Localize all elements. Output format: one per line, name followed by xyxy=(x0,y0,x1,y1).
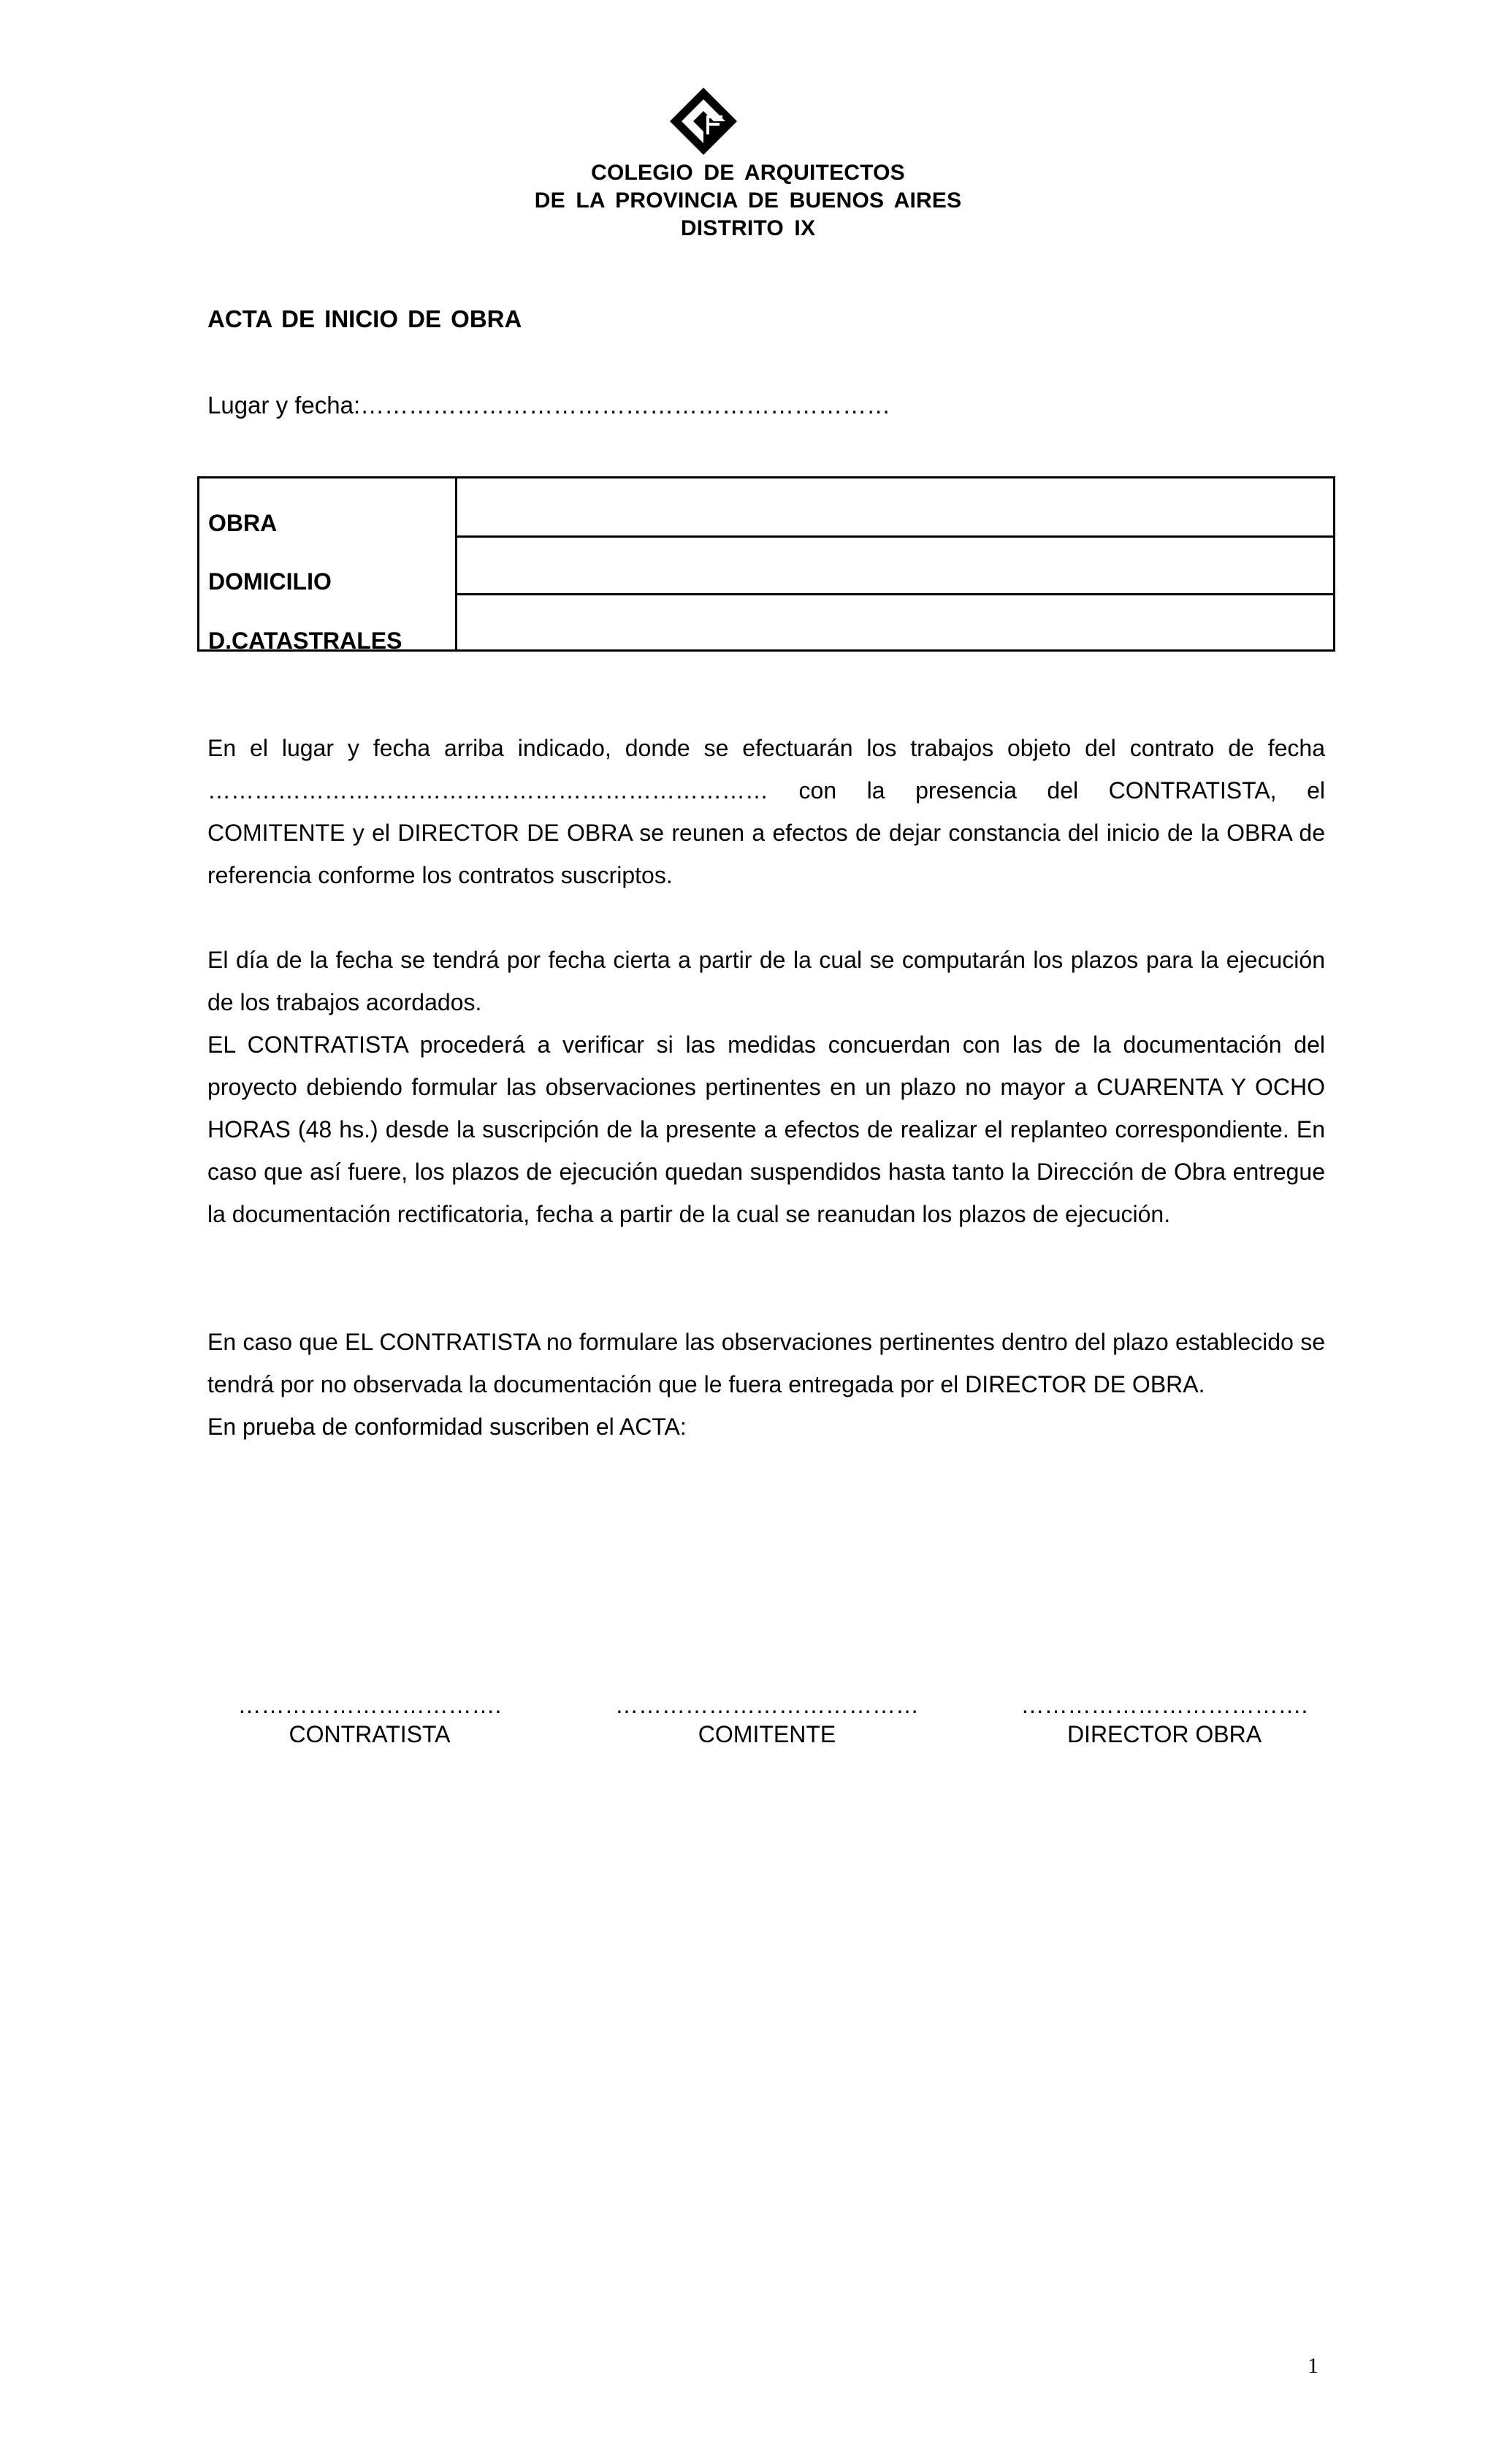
architects-college-logo-icon xyxy=(668,86,739,156)
signature-role: CONTRATISTA xyxy=(289,1721,451,1747)
paragraph-contractor-clause: EL CONTRATISTA procederá a verificar si las medidas concuerdan con las de la documentación del proyecto debiendo formular las observaciones pertinentes en un plazo no mayor a CUARENTA Y OCHO HORAS (48 hs.) desde la suscripción de la presente a efectos de realizar el replanteo correspondiente. En caso que así fuere, los plazos de ejecución quedan suspendidos hasta tanto la Dirección de Obra entregue la documentación rectificatoria, fecha a partir de la cual se reanudan los plazos de ejecución. xyxy=(207,1031,1325,1227)
document-title: ACTA DE INICIO DE OBRA xyxy=(207,305,522,332)
paragraph-closing xyxy=(207,1321,1325,1448)
place-date-label: Lugar y fecha: xyxy=(207,392,361,419)
signature-contratista xyxy=(231,1692,508,1749)
header-line-3: DISTRITO IX xyxy=(680,216,816,240)
paragraph-conformity: En prueba de conformidad suscriben el ACTA: xyxy=(207,1414,687,1440)
paragraph-terms xyxy=(207,939,1325,1235)
obra-value-field[interactable] xyxy=(462,478,1333,535)
table-row-domicilio xyxy=(199,537,1333,595)
signature-director xyxy=(1017,1692,1312,1749)
signature-role: DIRECTOR OBRA xyxy=(1066,1721,1262,1747)
domicilio-value-field[interactable] xyxy=(462,537,1333,593)
signature-role: COMITENTE xyxy=(698,1721,836,1747)
institution-header xyxy=(0,159,1496,243)
obra-label: OBRA xyxy=(208,510,278,536)
work-info-table xyxy=(197,476,1335,652)
catastrales-label: D.CATASTRALES xyxy=(208,628,402,654)
signature-line[interactable]: ……………………………. xyxy=(237,1692,502,1718)
place-date-value[interactable]: ………………………………………………………… xyxy=(360,392,891,419)
place-date-line xyxy=(207,392,890,419)
table-row-catastrales xyxy=(199,595,1333,652)
paragraph-observations-clause: En caso que EL CONTRATISTA no formulare las observaciones pertinentes dentro del plazo establecido se tendrá por no observada la documentación que le fuera entregada por el DIRECTOR DE OBRA. xyxy=(207,1329,1325,1397)
header-line-1: COLEGIO DE ARQUITECTOS xyxy=(591,161,905,185)
signature-line[interactable]: ………………………………. xyxy=(1020,1692,1308,1718)
paragraph-intro: En el lugar y fecha arriba indicado, donde se efectuarán los trabajos objeto del contrato de fecha ……………………………………………………………… con la presencia del CONTRATISTA, el COMITENTE y el DIRECTOR DE OBRA se reunen a efectos de dejar constancia del inicio de la OBRA de referencia conforme los contratos suscriptos. xyxy=(207,735,1325,888)
signature-comitente xyxy=(612,1692,922,1749)
table-row-obra xyxy=(199,478,1333,537)
header-line-2: DE LA PROVINCIA DE BUENOS AIRES xyxy=(534,188,962,213)
catastrales-value-field[interactable] xyxy=(462,595,1333,652)
page-number: 1 xyxy=(1308,2354,1318,2378)
domicilio-label: DOMICILIO xyxy=(208,568,332,595)
paragraph-date-clause: El día de la fecha se tendrá por fecha cierta a partir de la cual se computarán los plazos para la ejecución de los trabajos acordados. xyxy=(207,947,1325,1015)
signature-line[interactable]: ………………………………… xyxy=(615,1692,919,1718)
